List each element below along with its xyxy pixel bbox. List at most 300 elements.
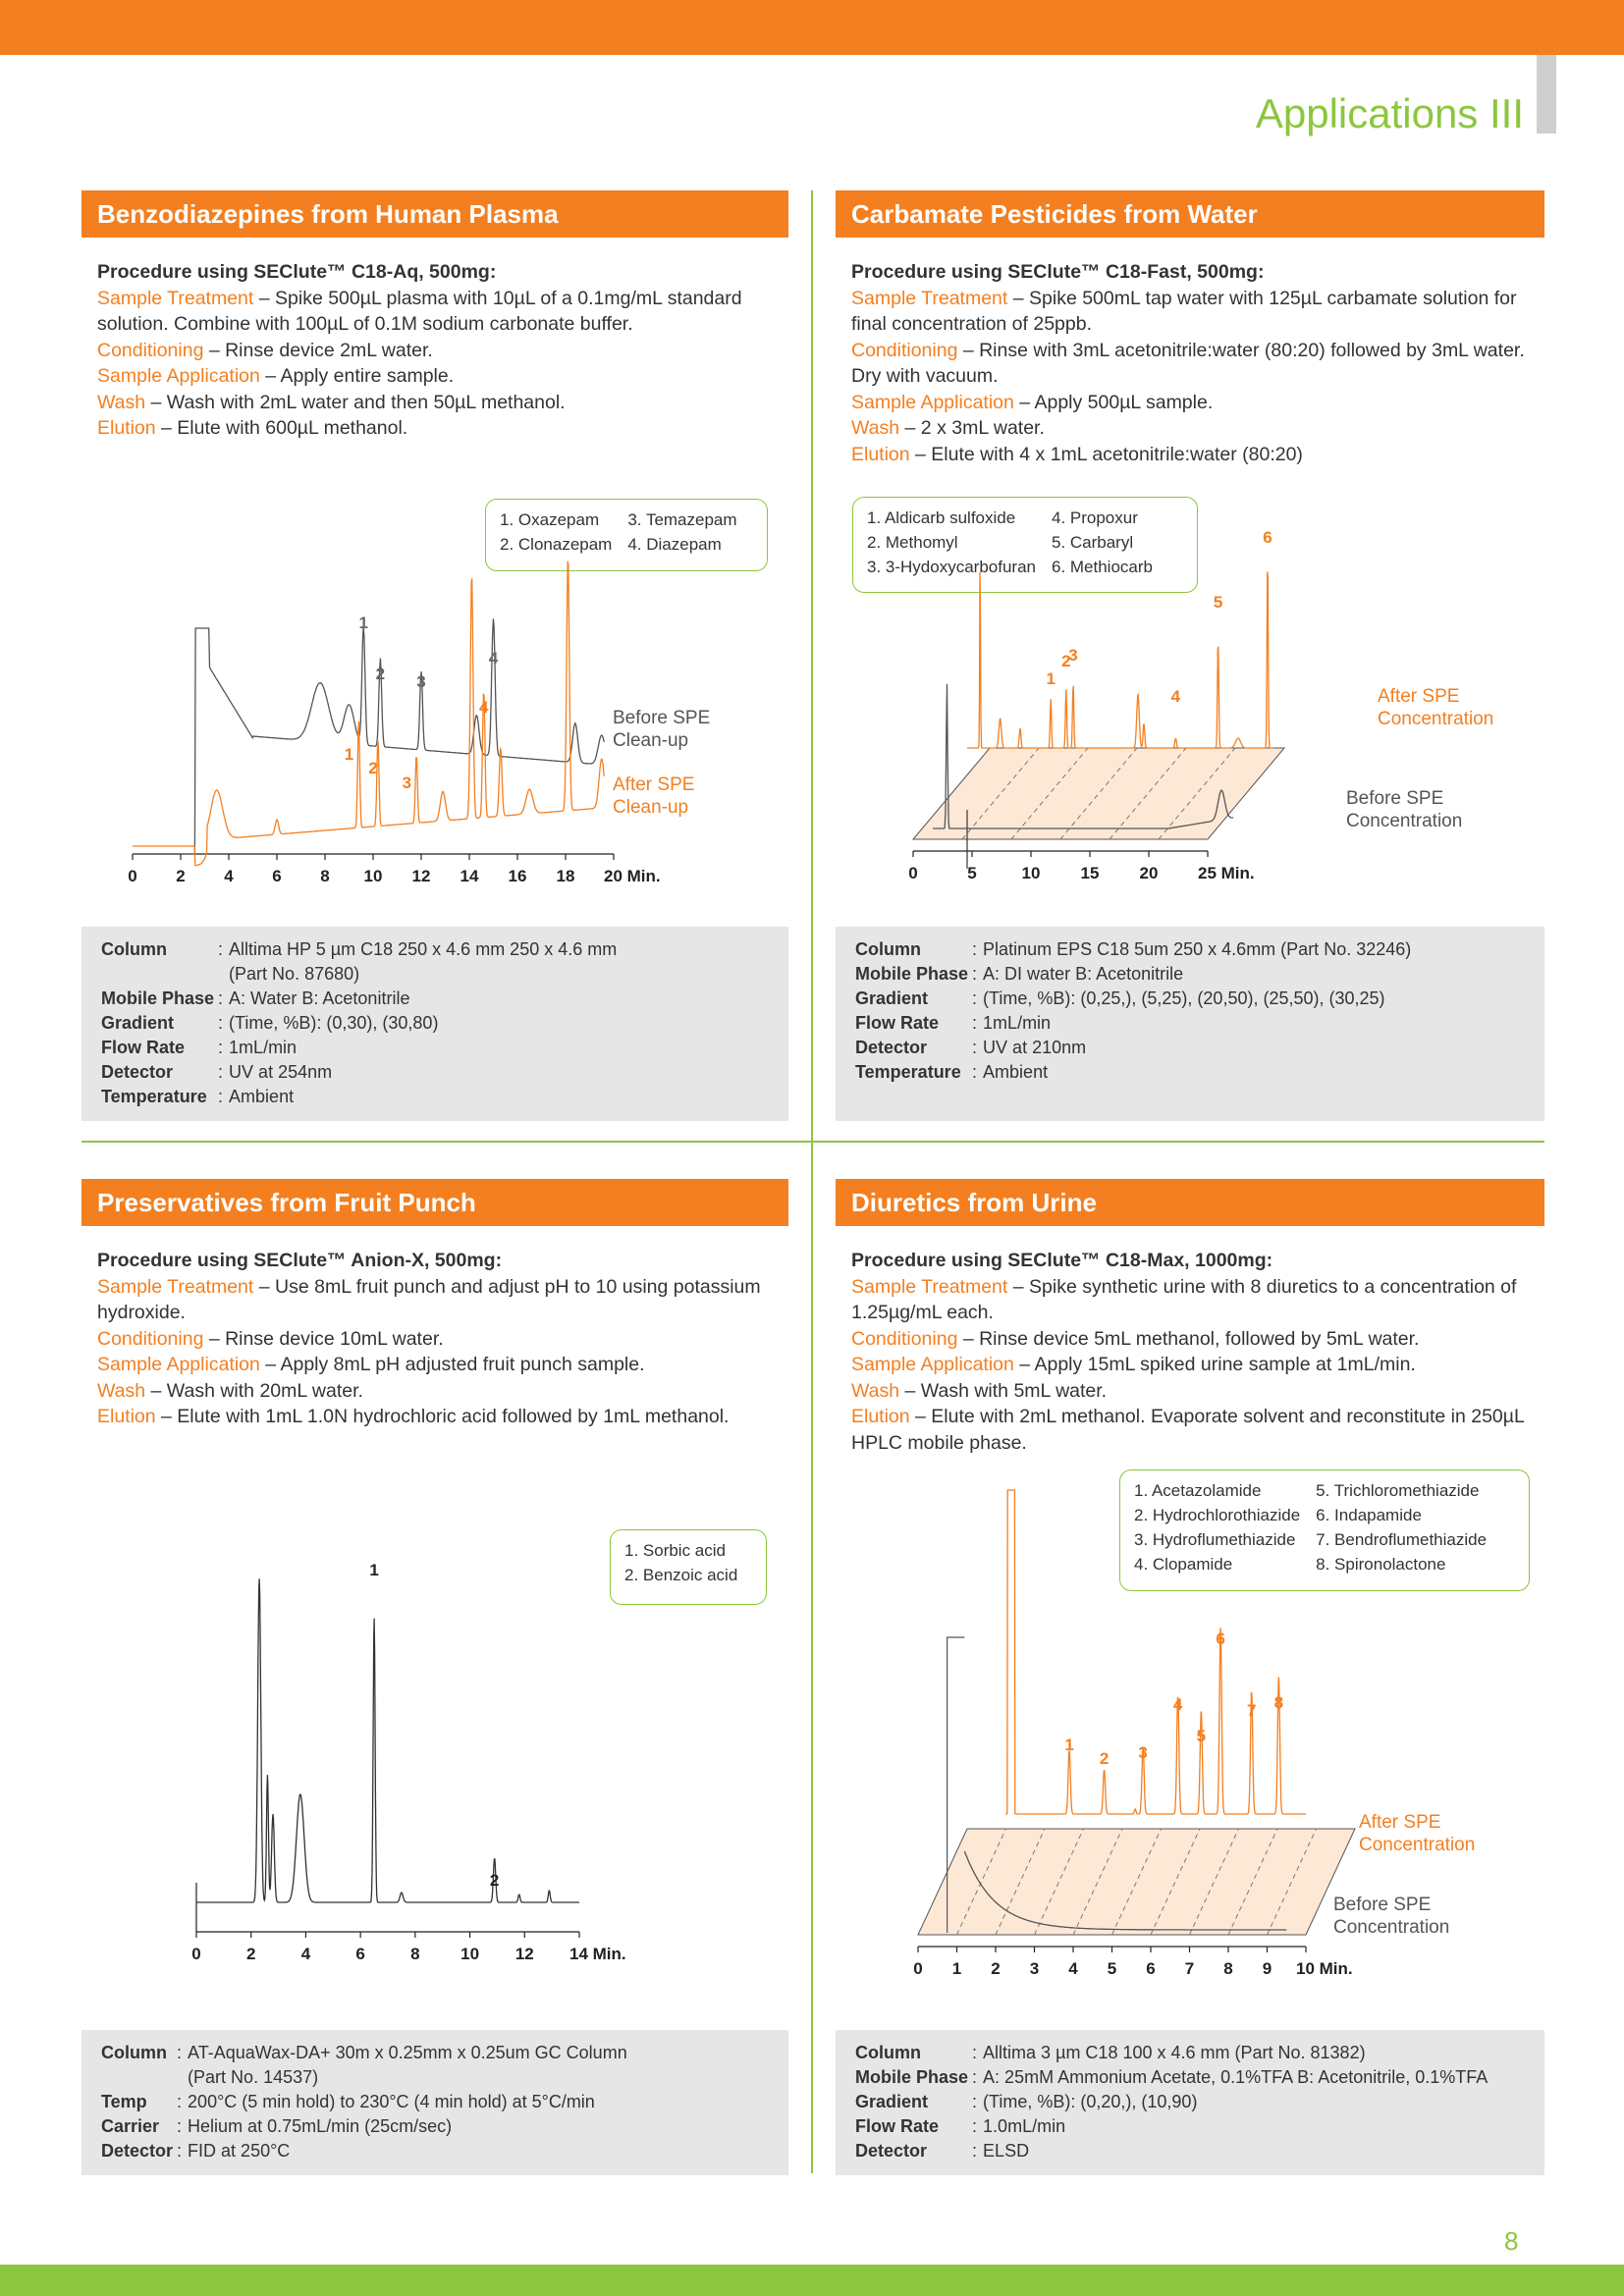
panel-carbamate <box>836 190 1544 467</box>
spec-row <box>101 2114 627 2139</box>
spec-colon: : <box>218 1038 224 1057</box>
spec-value-line: (Time, %B): (0,20,), (10,90) <box>983 2092 1198 2111</box>
spec-label: Flow Rate <box>855 1013 940 1033</box>
spec-value <box>983 2139 1488 2163</box>
spec-value-line: (Time, %B): (0,30), (30,80) <box>229 1013 439 1033</box>
spec-value-line: FID at 250°C <box>188 2141 291 2161</box>
spec-value <box>983 1011 1411 1036</box>
chart-preservatives <box>147 1541 658 1983</box>
spec-value-line: (Time, %B): (0,25,), (5,25), (20,50), (25,50), (30,25) <box>983 988 1385 1008</box>
legend-item: 2. Clonazepam <box>500 535 613 554</box>
step-text: – Elute with 600µL methanol. <box>155 417 408 439</box>
x-tick-label: 0 <box>191 1945 201 1963</box>
x-tick-label: 10 <box>460 1945 480 1963</box>
spec-value <box>229 1085 617 1109</box>
spec-row <box>855 2041 1488 2065</box>
legend-item: 2. Methomyl <box>867 533 958 552</box>
step-key: Conditioning <box>97 1327 204 1350</box>
page-title: Applications III <box>1255 90 1524 136</box>
spec-row <box>855 2114 1488 2139</box>
spec-label: Detector <box>101 1062 174 1082</box>
x-tick-label: 12 <box>411 867 431 885</box>
x-tick-label: 4 <box>300 1945 311 1963</box>
legend-item: 3. Temazepam <box>627 510 737 529</box>
x-tick-label: 12 <box>514 1945 534 1963</box>
spec-label: Gradient <box>101 1013 175 1033</box>
peak-label: 7 <box>1246 1701 1257 1720</box>
procedure <box>97 259 788 442</box>
step-key: Elution <box>851 1406 910 1427</box>
spec-label: Gradient <box>855 2092 929 2111</box>
step-text: – Wash with 20mL water. <box>145 1379 363 1402</box>
legend-item: 6. Methiocarb <box>1051 558 1153 576</box>
step-text: – Elute with 4 x 1mL acetonitrile:water (80:20) <box>909 443 1303 465</box>
peak-label: 1 <box>369 1561 379 1579</box>
spec-value-line: Ambient <box>983 1062 1049 1082</box>
x-tick-label: 0 <box>128 867 137 885</box>
legend-item: 3. 3-Hydoxycarbofuran <box>867 558 1036 576</box>
peak-label: 3 <box>416 672 426 691</box>
spec-colon: : <box>972 2043 978 2062</box>
step-text: – Apply 500µL sample. <box>1013 391 1214 413</box>
step-key: Wash <box>851 1379 900 1402</box>
procedure-step <box>97 390 788 416</box>
x-tick-label: 8 <box>410 1945 420 1963</box>
specs-table <box>855 937 1411 1085</box>
chart-diuretics <box>884 1507 1353 1983</box>
label-after-spe <box>1378 685 1493 730</box>
page-number: 8 <box>1504 2226 1519 2256</box>
x-tick-label: 20 <box>1139 864 1159 882</box>
legend-text: After SPE Clean-up <box>613 774 695 818</box>
step-key: Sample Application <box>851 1354 1014 1375</box>
step-text: – Spike synthetic urine with 8 diuretics to a concentration of 1.25µg/mL each. <box>851 1275 1517 1323</box>
procedure-step <box>97 1352 788 1378</box>
legend-item: 2. Hydrochlorothiazide <box>1134 1506 1301 1524</box>
spec-value <box>983 2065 1488 2090</box>
panel-benzodiazepines <box>81 190 788 442</box>
legend-column <box>1316 1478 1487 1576</box>
chart-carbamate <box>884 506 1375 898</box>
step-text: – Spike 500mL tap water with 125µL carbamate solution for final concentration of 25ppb. <box>851 287 1517 335</box>
procedure-step <box>97 286 788 338</box>
spec-value <box>983 962 1411 987</box>
legend-column <box>500 507 612 557</box>
legend-item: 6. Indapamide <box>1316 1506 1422 1524</box>
spec-colon: : <box>218 988 224 1008</box>
x-tick-label: 10 <box>1021 864 1041 882</box>
spec-row <box>855 2065 1488 2090</box>
peak-label: 8 <box>1273 1693 1284 1712</box>
page-tab-marker <box>1537 55 1556 133</box>
legend-text: Before SPE Concentration <box>1333 1895 1450 1938</box>
spec-value <box>983 1060 1411 1085</box>
x-tick-label: 18 <box>556 867 575 885</box>
legend-item: 4. Clopamide <box>1134 1555 1233 1574</box>
spec-label: Column <box>855 939 921 959</box>
label-after-spe <box>1359 1811 1475 1856</box>
peak-label: 2 <box>368 759 378 777</box>
step-key: Sample Application <box>97 1354 260 1375</box>
legend-columns <box>500 507 753 557</box>
spec-colon: : <box>218 1087 224 1106</box>
step-key: Wash <box>97 1379 146 1402</box>
spec-colon: : <box>218 1062 224 1082</box>
step-key: Sample Treatment <box>851 1275 1008 1298</box>
x-tick-label: 0 <box>908 864 918 882</box>
peak-label: 4 <box>1172 1695 1183 1714</box>
panel-title: Carbamate Pesticides from Water <box>836 190 1544 238</box>
step-text: – Rinse device 2mL water. <box>203 339 433 361</box>
spec-value-line: AT-AquaWax-DA+ 30m x 0.25mm x 0.25um GC Column <box>188 2043 627 2062</box>
spec-row <box>855 1060 1411 1085</box>
spec-label: Flow Rate <box>101 1038 186 1057</box>
spec-colon: : <box>177 2092 183 2111</box>
step-key: Conditioning <box>851 339 958 361</box>
step-text: – Rinse with 3mL acetonitrile:water (80:20) followed by 3mL water. Dry with vacuum. <box>851 339 1525 387</box>
spec-label: Mobile Phase <box>101 988 215 1008</box>
x-tick-label: 0 <box>913 1959 923 1978</box>
procedure <box>851 1248 1544 1456</box>
spec-value-line: (Part No. 14537) <box>188 2067 319 2087</box>
procedure-step <box>851 415 1544 442</box>
legend-item: 4. Propoxur <box>1051 508 1138 527</box>
specs-preservatives <box>81 2030 788 2175</box>
x-tick-label: 2 <box>991 1959 1001 1978</box>
spec-value <box>188 2041 627 2090</box>
procedure-step <box>97 363 788 390</box>
label-before-spe <box>1346 787 1462 832</box>
spec-value <box>188 2139 627 2163</box>
legend-item: 1. Acetazolamide <box>1134 1481 1262 1500</box>
label-before-spe <box>1333 1894 1449 1939</box>
step-text: – 2 x 3mL water. <box>899 417 1045 439</box>
spec-value <box>983 987 1411 1011</box>
x-tick-label: 6 <box>1146 1959 1156 1978</box>
step-text: – Wash with 5mL water. <box>899 1379 1108 1402</box>
procedure-title: Procedure using SEClute™ C18-Fast, 500mg: <box>851 261 1265 283</box>
peak-label: 1 <box>344 745 354 764</box>
spec-label: Carrier <box>101 2116 160 2136</box>
peak-label: 5 <box>1196 1727 1207 1745</box>
spec-value <box>229 1036 617 1060</box>
step-key: Sample Application <box>97 365 260 387</box>
spec-value-line: Alltima 3 µm C18 100 x 4.6 mm (Part No. 81382) <box>983 2043 1366 2062</box>
spec-value-line: UV at 210nm <box>983 1038 1087 1057</box>
spec-row <box>855 2139 1488 2163</box>
procedure-title: Procedure using SEClute™ C18-Max, 1000mg: <box>851 1250 1273 1271</box>
procedure <box>851 259 1544 467</box>
spec-label: Detector <box>855 1038 928 1057</box>
spec-value <box>229 937 617 987</box>
procedure-steps <box>97 1274 788 1430</box>
spec-label: Mobile Phase <box>855 964 969 984</box>
spec-row <box>101 1011 617 1036</box>
procedure-step <box>97 415 788 442</box>
legend-item: 7. Bendroflumethiazide <box>1316 1530 1488 1549</box>
step-key: Sample Treatment <box>851 287 1008 309</box>
spec-label: Temperature <box>101 1087 207 1106</box>
x-tick-label: 10 <box>363 867 383 885</box>
spec-colon: : <box>972 1013 978 1033</box>
step-key: Sample Treatment <box>97 287 254 309</box>
peak-label: 3 <box>402 774 412 792</box>
legend-item: 3. Hydroflumethiazide <box>1134 1530 1296 1549</box>
x-tick-label: 16 <box>508 867 527 885</box>
spec-value <box>188 2114 627 2139</box>
peak-label: 2 <box>489 1871 500 1890</box>
peak-label: 6 <box>1216 1629 1225 1648</box>
peak-label: 3 <box>1138 1743 1148 1762</box>
spec-row <box>101 937 617 987</box>
spec-value-line: 200°C (5 min hold) to 230°C (4 min hold) at 5°C/min <box>188 2092 595 2111</box>
spec-value <box>229 1060 617 1085</box>
peak-label: 4 <box>478 698 489 717</box>
label-before-spe <box>613 707 710 752</box>
spec-value-line: A: Water B: Acetonitrile <box>229 988 410 1008</box>
procedure-steps <box>97 286 788 442</box>
step-text: – Use 8mL fruit punch and adjust pH to 10 using potassium hydroxide. <box>97 1275 761 1323</box>
procedure-step <box>851 1352 1544 1378</box>
spec-value <box>983 2041 1488 2065</box>
spec-value-line: 1mL/min <box>229 1038 298 1057</box>
x-tick-label: 14 <box>460 867 479 885</box>
x-tick-label: 8 <box>320 867 330 885</box>
legend-item: 4. Diazepam <box>627 535 722 554</box>
legend-benzodiazepines <box>485 499 768 571</box>
step-key: Wash <box>851 417 900 439</box>
spec-label: Column <box>101 2043 167 2062</box>
x-tick-label: 1 <box>951 1959 962 1978</box>
spec-value <box>983 1036 1411 1060</box>
spec-value <box>229 1011 617 1036</box>
spec-row <box>101 987 617 1011</box>
spec-value-line: 1.0mL/min <box>983 2116 1066 2136</box>
legend-item: 1. Sorbic acid <box>624 1541 726 1560</box>
legend-item: 2. Benzoic acid <box>624 1566 738 1584</box>
step-key: Elution <box>851 443 910 465</box>
peak-label: 2 <box>375 665 386 683</box>
bottom-accent-bar <box>0 2265 1624 2296</box>
x-tick-label: 25 Min. <box>1198 864 1255 882</box>
specs-benzodiazepines <box>81 927 788 1121</box>
legend-item: 8. Spironolactone <box>1316 1555 1446 1574</box>
peak-label: 4 <box>1170 687 1181 706</box>
procedure-step <box>97 1274 788 1326</box>
spec-row <box>101 2139 627 2163</box>
procedure-step <box>97 1378 788 1405</box>
specs-table <box>855 2041 1488 2163</box>
spec-label: Column <box>101 939 167 959</box>
x-tick-label: 20 Min. <box>604 867 661 885</box>
step-text: – Elute with 1mL 1.0N hydrochloric acid followed by 1mL methanol. <box>155 1406 730 1427</box>
legend-text: Before SPE Concentration <box>1346 788 1463 831</box>
legend-column <box>627 507 736 557</box>
step-key: Elution <box>97 1406 156 1427</box>
peak-label: 2 <box>1061 652 1071 670</box>
spec-colon: : <box>177 2141 183 2161</box>
peak-label: 2 <box>1099 1749 1110 1768</box>
specs-carbamate <box>836 927 1544 1121</box>
chart-floor <box>913 748 1284 839</box>
x-tick-label: 4 <box>224 867 234 885</box>
spec-colon: : <box>972 939 978 959</box>
step-text: – Spike 500µL plasma with 10µL of a 0.1mg/mL standard solution. Combine with 100µL of 0.1M sodium carbonate buffer. <box>97 287 742 335</box>
step-key: Conditioning <box>851 1327 958 1350</box>
procedure-step <box>851 286 1544 338</box>
step-text: – Apply 15mL spiked urine sample at 1mL/min. <box>1013 1354 1416 1375</box>
procedure-step <box>851 1274 1544 1326</box>
peak-label: 3 <box>1068 646 1078 665</box>
spec-row <box>855 1036 1411 1060</box>
spec-value <box>229 987 617 1011</box>
trace-after <box>967 571 1273 748</box>
legend-text: After SPE Concentration <box>1359 1812 1476 1855</box>
specs-diuretics <box>836 2030 1544 2175</box>
procedure-title: Procedure using SEClute™ C18-Aq, 500mg: <box>97 261 497 283</box>
panel-diuretics <box>836 1179 1544 1456</box>
step-text: – Rinse device 10mL water. <box>203 1327 444 1350</box>
step-text: – Rinse device 5mL methanol, followed by 5mL water. <box>957 1327 1420 1350</box>
spec-colon: : <box>972 1062 978 1082</box>
spec-value-line: Alltima HP 5 µm C18 250 x 4.6 mm 250 x 4.6 mm <box>229 939 618 959</box>
step-text: – Apply 8mL pH adjusted fruit punch sample. <box>259 1354 645 1375</box>
chart-floor <box>918 1829 1355 1935</box>
procedure-steps <box>851 1274 1544 1457</box>
legend-item: 1. Aldicarb sulfoxide <box>867 508 1016 527</box>
spec-value-line: Platinum EPS C18 5um 250 x 4.6mm (Part No. 32246) <box>983 939 1412 959</box>
panel-title: Benzodiazepines from Human Plasma <box>81 190 788 238</box>
legend-item: 5. Carbaryl <box>1051 533 1134 552</box>
spec-row <box>855 1011 1411 1036</box>
spec-value-line: Helium at 0.75mL/min (25cm/sec) <box>188 2116 453 2136</box>
step-text: – Apply entire sample. <box>259 365 455 387</box>
spec-value <box>188 2090 627 2114</box>
x-tick-label: 6 <box>355 1945 365 1963</box>
spec-label: Temp <box>101 2092 147 2111</box>
spec-colon: : <box>972 964 978 984</box>
spec-value-line: A: DI water B: Acetonitrile <box>983 964 1184 984</box>
spec-label: Detector <box>855 2141 928 2161</box>
spec-value-line: UV at 254nm <box>229 1062 333 1082</box>
trace-before <box>181 618 604 854</box>
x-tick-label: 3 <box>1029 1959 1040 1978</box>
spec-colon: : <box>972 988 978 1008</box>
spec-row <box>855 2090 1488 2114</box>
spec-label: Column <box>855 2043 921 2062</box>
trace-sample <box>196 1578 579 1902</box>
peak-label: 5 <box>1213 593 1223 612</box>
step-text: – Wash with 2mL water and then 50µL methanol. <box>145 391 566 413</box>
spec-row <box>855 987 1411 1011</box>
procedure-steps <box>851 286 1544 468</box>
spec-row <box>101 2090 627 2114</box>
spec-colon: : <box>218 939 224 959</box>
spec-label: Flow Rate <box>855 2116 940 2136</box>
label-after-spe <box>613 774 694 819</box>
procedure-step <box>97 1404 788 1430</box>
procedure-step <box>851 338 1544 390</box>
peak-label: 1 <box>1046 669 1056 688</box>
spec-row <box>855 937 1411 962</box>
spec-label: Mobile Phase <box>855 2067 969 2087</box>
spec-value-line: Ambient <box>229 1087 295 1106</box>
legend-item: 1. Oxazepam <box>500 510 600 529</box>
panel-title: Preservatives from Fruit Punch <box>81 1179 788 1226</box>
procedure-step <box>97 338 788 364</box>
procedure-step <box>851 390 1544 416</box>
spec-row <box>101 1060 617 1085</box>
spec-colon: : <box>972 2116 978 2136</box>
step-key: Elution <box>97 417 156 439</box>
spec-colon: : <box>218 1013 224 1033</box>
x-tick-label: 15 <box>1080 864 1100 882</box>
panel-preservatives <box>81 1179 788 1430</box>
spec-row <box>101 1036 617 1060</box>
legend-item: 5. Trichloromethiazide <box>1316 1481 1480 1500</box>
x-tick-label: 6 <box>272 867 282 885</box>
step-key: Wash <box>97 391 146 413</box>
procedure-step <box>851 1326 1544 1353</box>
spec-colon: : <box>972 2067 978 2087</box>
spec-row <box>101 2041 627 2090</box>
procedure <box>97 1248 788 1430</box>
peak-label: 4 <box>488 649 499 667</box>
x-tick-label: 2 <box>176 867 186 885</box>
specs-table <box>101 937 617 1109</box>
x-tick-label: 14 Min. <box>569 1945 626 1963</box>
trace-after <box>133 561 604 866</box>
x-tick-label: 10 Min. <box>1296 1959 1353 1978</box>
trace-after <box>1005 1490 1306 1814</box>
x-tick-label: 5 <box>967 864 977 882</box>
spec-colon: : <box>177 2116 183 2136</box>
spec-row <box>101 1085 617 1109</box>
spec-value <box>983 2114 1488 2139</box>
spec-colon: : <box>177 2043 183 2062</box>
x-tick-label: 5 <box>1107 1959 1117 1978</box>
panel-title: Diuretics from Urine <box>836 1179 1544 1226</box>
procedure-step <box>97 1326 788 1353</box>
procedure-step <box>851 1378 1544 1405</box>
procedure-title: Procedure using SEClute™ Anion-X, 500mg: <box>97 1250 503 1271</box>
specs-table <box>101 2041 627 2163</box>
x-tick-label: 2 <box>245 1945 256 1963</box>
procedure-step <box>851 442 1544 468</box>
x-tick-label: 8 <box>1223 1959 1233 1978</box>
x-tick-label: 4 <box>1068 1959 1078 1978</box>
x-tick-label: 9 <box>1262 1959 1272 1978</box>
spec-value-line: 1mL/min <box>983 1013 1052 1033</box>
step-key: Conditioning <box>97 339 204 361</box>
peak-label: 6 <box>1263 528 1272 547</box>
column-divider <box>811 190 813 2173</box>
spec-label: Detector <box>101 2141 174 2161</box>
spec-value <box>983 2090 1488 2114</box>
step-key: Sample Treatment <box>97 1275 254 1298</box>
spec-label: Gradient <box>855 988 929 1008</box>
spec-value <box>983 937 1411 962</box>
peak-label: 1 <box>358 614 368 632</box>
legend-text: After SPE Concentration <box>1378 686 1494 729</box>
spec-colon: : <box>972 1038 978 1057</box>
spec-colon: : <box>972 2092 978 2111</box>
spec-row <box>855 962 1411 987</box>
row-divider <box>81 1141 1544 1143</box>
spec-colon: : <box>972 2141 978 2161</box>
procedure-step <box>851 1404 1544 1456</box>
x-tick-label: 7 <box>1184 1959 1195 1978</box>
